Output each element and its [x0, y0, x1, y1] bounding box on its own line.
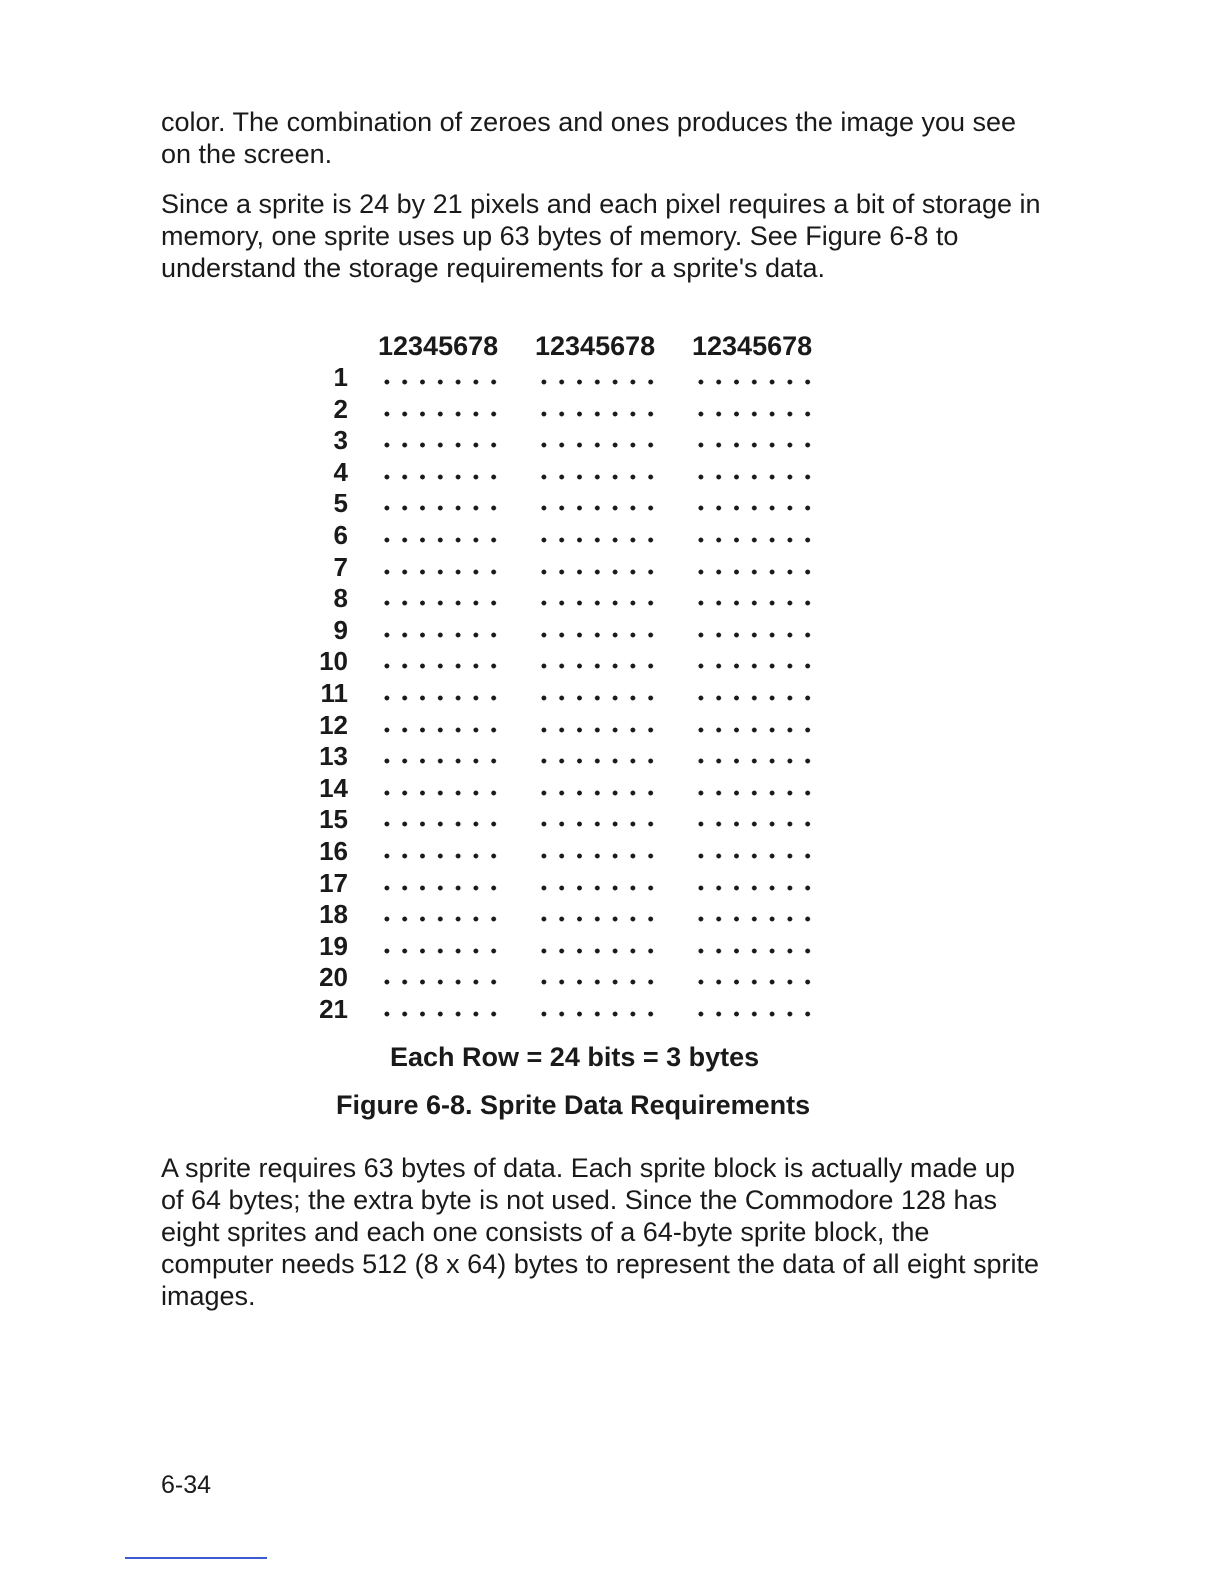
bit-dots-byte-1 — [378, 916, 503, 922]
row-number: 8 — [333, 583, 348, 614]
row-number: 4 — [333, 456, 348, 487]
bit-dots-byte-1 — [378, 474, 503, 480]
bit-dots-byte-3 — [692, 916, 817, 922]
bit-dots-byte-2 — [535, 537, 660, 543]
grid-row — [300, 520, 860, 552]
bit-dots-byte-3 — [692, 600, 817, 606]
grid-row — [300, 394, 860, 426]
bit-dots-byte-3 — [692, 411, 817, 417]
page-number: 6-34 — [161, 1471, 212, 1499]
row-number: 19 — [319, 930, 348, 961]
bit-dots-byte-3 — [692, 821, 817, 827]
grid-row — [300, 678, 860, 710]
bit-dots-byte-3 — [692, 853, 817, 859]
grid-rows — [300, 362, 860, 1025]
grid-row — [300, 615, 860, 647]
grid-row — [300, 425, 860, 457]
bit-dots-byte-2 — [535, 632, 660, 638]
bit-dots-byte-1 — [378, 1011, 503, 1017]
bit-dots-byte-3 — [692, 695, 817, 701]
bit-dots-byte-2 — [535, 600, 660, 606]
bit-dots-byte-2 — [535, 695, 660, 701]
bottom-rule — [125, 1557, 267, 1559]
row-number: 1 — [333, 362, 348, 392]
bit-dots-byte-2 — [535, 790, 660, 796]
row-number: 3 — [333, 425, 348, 456]
row-number: 17 — [319, 867, 348, 898]
row-number: 7 — [333, 551, 348, 582]
bit-dots-byte-2 — [535, 885, 660, 891]
bit-column-headers — [300, 330, 860, 362]
bit-dots-byte-3 — [692, 569, 817, 575]
bit-dots-byte-1 — [378, 727, 503, 733]
grid-row — [300, 710, 860, 742]
row-number: 5 — [333, 488, 348, 519]
bit-dots-byte-1 — [378, 948, 503, 954]
row-number: 20 — [319, 962, 348, 993]
bit-dots-byte-3 — [692, 505, 817, 511]
bit-dots-byte-1 — [378, 411, 503, 417]
bit-dots-byte-1 — [378, 853, 503, 859]
bit-dots-byte-3 — [692, 979, 817, 985]
bit-dots-byte-3 — [692, 474, 817, 480]
sprite-block-paragraph: A sprite requires 63 bytes of data. Each sprite block is actually made up of 64 bytes; the extra byte is not used. Since the Commodore 128 has eight sprites and each one consists of a 64-byte sprite block, the computer needs 512 (8 x 64) bytes to represent the data of all eight sprite images. — [161, 1153, 1040, 1311]
bit-dots-byte-2 — [535, 758, 660, 764]
bit-dots-byte-3 — [692, 948, 817, 954]
grid-row — [300, 868, 860, 900]
bit-dots-byte-1 — [378, 790, 503, 796]
grid-row — [300, 962, 860, 994]
row-number: 21 — [319, 993, 348, 1024]
row-number: 11 — [320, 677, 348, 708]
bit-dots-byte-3 — [692, 442, 817, 448]
row-number: 2 — [333, 393, 348, 424]
figure-caption: Figure 6-8. Sprite Data Requirements — [336, 1090, 811, 1120]
row-number: 10 — [319, 646, 348, 677]
bit-dots-byte-2 — [535, 948, 660, 954]
bit-dots-byte-1 — [378, 632, 503, 638]
bit-dots-byte-3 — [692, 885, 817, 891]
bit-dots-byte-1 — [378, 695, 503, 701]
bit-dots-byte-1 — [378, 442, 503, 448]
bit-dots-byte-3 — [692, 632, 817, 638]
bit-dots-byte-3 — [692, 663, 817, 669]
bit-dots-byte-1 — [378, 758, 503, 764]
grid-row — [300, 488, 860, 520]
bit-dots-byte-3 — [692, 1011, 817, 1017]
bit-dots-byte-3 — [692, 790, 817, 796]
bit-header-byte-2: 12345678 — [535, 331, 656, 361]
bit-dots-byte-2 — [535, 379, 660, 385]
grid-row — [300, 773, 860, 805]
bit-dots-byte-2 — [535, 853, 660, 859]
row-number: 16 — [319, 835, 348, 866]
row-number: 6 — [333, 519, 348, 550]
bit-dots-byte-2 — [535, 411, 660, 417]
grid-row — [300, 899, 860, 931]
bit-dots-byte-3 — [692, 537, 817, 543]
grid-row — [300, 741, 860, 773]
bit-dots-byte-1 — [378, 569, 503, 575]
bit-dots-byte-2 — [535, 569, 660, 575]
grid-row — [300, 931, 860, 963]
row-number: 14 — [319, 772, 348, 803]
bit-dots-byte-2 — [535, 474, 660, 480]
grid-row — [300, 362, 860, 394]
bit-dots-byte-3 — [692, 727, 817, 733]
bit-dots-byte-1 — [378, 663, 503, 669]
grid-row — [300, 836, 860, 868]
bit-header-byte-3: 12345678 — [692, 331, 813, 361]
sprite-bit-grid — [300, 330, 860, 1025]
row-number: 18 — [319, 899, 348, 930]
row-number: 15 — [319, 804, 348, 835]
bit-dots-byte-2 — [535, 505, 660, 511]
grid-row — [300, 646, 860, 678]
bit-dots-byte-2 — [535, 821, 660, 827]
bit-header-byte-1: 12345678 — [378, 331, 499, 361]
bit-dots-byte-1 — [378, 600, 503, 606]
grid-row — [300, 457, 860, 489]
bit-dots-byte-1 — [378, 979, 503, 985]
bit-dots-byte-2 — [535, 442, 660, 448]
row-number: 13 — [319, 741, 348, 772]
grid-row — [300, 804, 860, 836]
bit-dots-byte-1 — [378, 821, 503, 827]
bit-dots-byte-1 — [378, 885, 503, 891]
bit-dots-byte-2 — [535, 979, 660, 985]
row-number: 12 — [319, 709, 348, 740]
bit-dots-byte-2 — [535, 727, 660, 733]
bit-dots-byte-3 — [692, 379, 817, 385]
bit-dots-byte-2 — [535, 663, 660, 669]
bit-dots-byte-3 — [692, 758, 817, 764]
sprite-size-paragraph: Since a sprite is 24 by 21 pixels and each pixel requires a bit of storage in memory, one sprite uses up 63 bytes of memory. See Figure 6-8 to understand the storage requirements for a sprite's data. — [161, 189, 1041, 283]
row-number: 9 — [333, 614, 348, 645]
bit-dots-byte-1 — [378, 537, 503, 543]
bit-dots-byte-1 — [378, 379, 503, 385]
grid-row — [300, 994, 860, 1026]
intro-paragraph: color. The combination of zeroes and ones produces the image you see on the screen. — [161, 107, 1017, 169]
row-size-note: Each Row = 24 bits = 3 bytes — [390, 1042, 760, 1072]
bit-dots-byte-2 — [535, 1011, 660, 1017]
grid-row — [300, 552, 860, 584]
bit-dots-byte-2 — [535, 916, 660, 922]
bit-dots-byte-1 — [378, 505, 503, 511]
grid-row — [300, 583, 860, 615]
